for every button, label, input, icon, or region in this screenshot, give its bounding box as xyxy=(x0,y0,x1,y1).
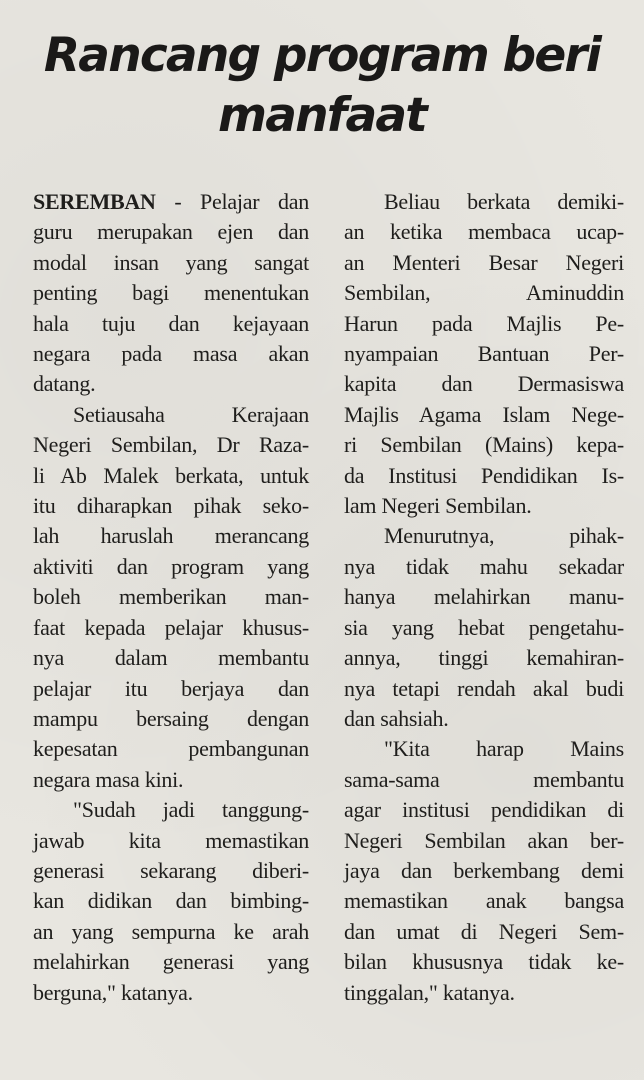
text-line-content: pelajar itu berjaya dan xyxy=(33,675,309,701)
text-line xyxy=(33,886,309,916)
text-line-content: sama-sama membantu xyxy=(344,766,624,792)
text-line-content: itu diharapkan pihak seko- xyxy=(33,493,309,519)
text-line-content: Majlis Agama Islam Nege- xyxy=(344,401,624,427)
text-line xyxy=(33,278,309,308)
text-line-content: melahirkan generasi yang xyxy=(33,949,309,975)
text-line-content: modal insan yang sangat xyxy=(33,249,309,275)
text-line xyxy=(33,430,309,460)
text-line xyxy=(344,704,624,734)
article-paragraph xyxy=(33,187,309,400)
text-line xyxy=(33,947,309,977)
text-line xyxy=(33,856,309,886)
text-line xyxy=(344,248,624,278)
text-line-content: Sembilan, Aminuddin xyxy=(344,280,624,306)
text-line-content: aktiviti dan program yang xyxy=(33,553,309,579)
text-line-content: kapita dan Dermasiswa xyxy=(344,371,624,397)
text-line xyxy=(344,369,624,399)
text-line-content: nya tetapi rendah akal budi xyxy=(344,675,624,701)
text-line-content: berguna," katanya. xyxy=(33,979,193,1005)
text-line-content: negara pada masa akan xyxy=(33,341,309,367)
text-line xyxy=(344,978,624,1008)
text-line xyxy=(33,491,309,521)
text-line xyxy=(33,400,309,430)
text-line xyxy=(344,278,624,308)
text-line-content: dan umat di Negeri Sem- xyxy=(344,918,624,944)
text-line-content: an ketika membaca ucap- xyxy=(344,219,624,245)
article-paragraph xyxy=(33,795,309,1008)
text-line-content: tinggalan," katanya. xyxy=(344,979,515,1005)
text-line xyxy=(33,521,309,551)
text-line xyxy=(344,734,624,764)
text-line xyxy=(344,521,624,551)
text-line-content: an yang sempurna ke arah xyxy=(33,918,309,944)
text-line xyxy=(344,886,624,916)
text-line xyxy=(344,430,624,460)
text-line xyxy=(344,674,624,704)
headline-line-1: Rancang program beri xyxy=(43,28,601,83)
text-line-content: jaya dan berkembang demi xyxy=(344,857,624,883)
text-line xyxy=(344,917,624,947)
text-line-content: da Institusi Pendidikan Is- xyxy=(344,462,624,488)
text-line-content: "Kita harap Mains xyxy=(384,736,624,762)
text-line xyxy=(344,856,624,886)
text-line-content: penting bagi menentukan xyxy=(33,280,309,306)
text-line xyxy=(344,826,624,856)
text-line-content: sia yang hebat pengetahu- xyxy=(344,614,624,640)
text-line-content: mampu bersaing dengan xyxy=(33,705,309,731)
text-line xyxy=(344,339,624,369)
text-line xyxy=(344,613,624,643)
text-line xyxy=(33,826,309,856)
text-line xyxy=(344,187,624,217)
text-line xyxy=(33,309,309,339)
text-line xyxy=(33,643,309,673)
text-line-content: kepesatan pembangunan xyxy=(33,736,309,762)
text-line xyxy=(344,217,624,247)
text-line xyxy=(33,369,309,399)
text-line xyxy=(344,309,624,339)
article-column-left xyxy=(33,187,309,1008)
text-line-content: datang. xyxy=(33,371,96,397)
text-line-content: kan didikan dan bimbing- xyxy=(33,888,309,914)
text-line xyxy=(33,582,309,612)
text-line xyxy=(33,217,309,247)
text-line-content: nya dalam membantu xyxy=(33,645,309,671)
text-line xyxy=(344,582,624,612)
text-line-content: Setiausaha Kerajaan xyxy=(73,401,309,427)
text-line-content: jawab kita memastikan xyxy=(33,827,309,853)
text-line xyxy=(33,461,309,491)
text-line-content: negara masa kini. xyxy=(33,766,184,792)
text-line xyxy=(33,765,309,795)
text-line-content: Menurutnya, pihak- xyxy=(384,523,624,549)
text-line-content: "Sudah jadi tanggung- xyxy=(73,797,309,823)
text-line-content: dan sahsiah. xyxy=(344,705,449,731)
text-line xyxy=(344,947,624,977)
text-line xyxy=(33,552,309,582)
text-line xyxy=(344,552,624,582)
text-line-content: nya tidak mahu sekadar xyxy=(344,553,624,579)
headline-line-2: manfaat xyxy=(218,88,426,143)
text-line-content: nyampaian Bantuan Per- xyxy=(344,341,624,367)
text-line-content: faat kepada pelajar khusus- xyxy=(33,614,309,640)
text-line xyxy=(33,704,309,734)
text-line xyxy=(344,765,624,795)
text-line-content: hala tuju dan kejayaan xyxy=(33,310,309,336)
text-line-content: boleh memberikan man- xyxy=(33,584,309,610)
text-line-content: generasi sekarang diberi- xyxy=(33,857,309,883)
article-column-right xyxy=(344,187,624,1008)
text-line xyxy=(33,734,309,764)
text-line xyxy=(33,674,309,704)
text-line-content: memastikan anak bangsa xyxy=(344,888,624,914)
dateline: SEREMBAN xyxy=(33,189,156,214)
text-line xyxy=(33,339,309,369)
text-line xyxy=(33,248,309,278)
text-line-content: bilan khususnya tidak ke- xyxy=(344,949,624,975)
text-line xyxy=(33,613,309,643)
text-line xyxy=(33,917,309,947)
text-line-content: annya, tinggi kemahiran- xyxy=(344,645,624,671)
text-line-content: Negeri Sembilan akan ber- xyxy=(344,827,624,853)
text-line xyxy=(344,491,624,521)
text-line-content: Negeri Sembilan, Dr Raza- xyxy=(33,432,309,458)
article-paragraph xyxy=(344,521,624,734)
text-line-content: lam Negeri Sembilan. xyxy=(344,493,532,519)
text-line xyxy=(344,643,624,673)
text-line xyxy=(33,187,309,217)
article-paragraph xyxy=(344,187,624,521)
text-line-content: an Menteri Besar Negeri xyxy=(344,249,624,275)
text-line-content: hanya melahirkan manu- xyxy=(344,584,624,610)
text-line-content: - Pelajar dan xyxy=(155,189,309,214)
text-line xyxy=(33,978,309,1008)
text-line-content: ri Sembilan (Mains) kepa- xyxy=(344,432,624,458)
article-paragraph xyxy=(344,734,624,1008)
text-line xyxy=(33,795,309,825)
text-line-content: guru merupakan ejen dan xyxy=(33,219,309,245)
text-line-content: lah haruslah merancang xyxy=(33,523,309,549)
text-line-content: Beliau berkata demiki- xyxy=(384,189,624,214)
text-line-content: agar institusi pendidikan di xyxy=(344,797,624,823)
text-line xyxy=(344,400,624,430)
text-line xyxy=(344,795,624,825)
headline xyxy=(20,26,624,146)
article-paragraph xyxy=(33,400,309,795)
text-line-content: li Ab Malek berkata, untuk xyxy=(33,462,309,488)
text-line-content: Harun pada Majlis Pe- xyxy=(344,310,624,336)
text-line xyxy=(344,461,624,491)
